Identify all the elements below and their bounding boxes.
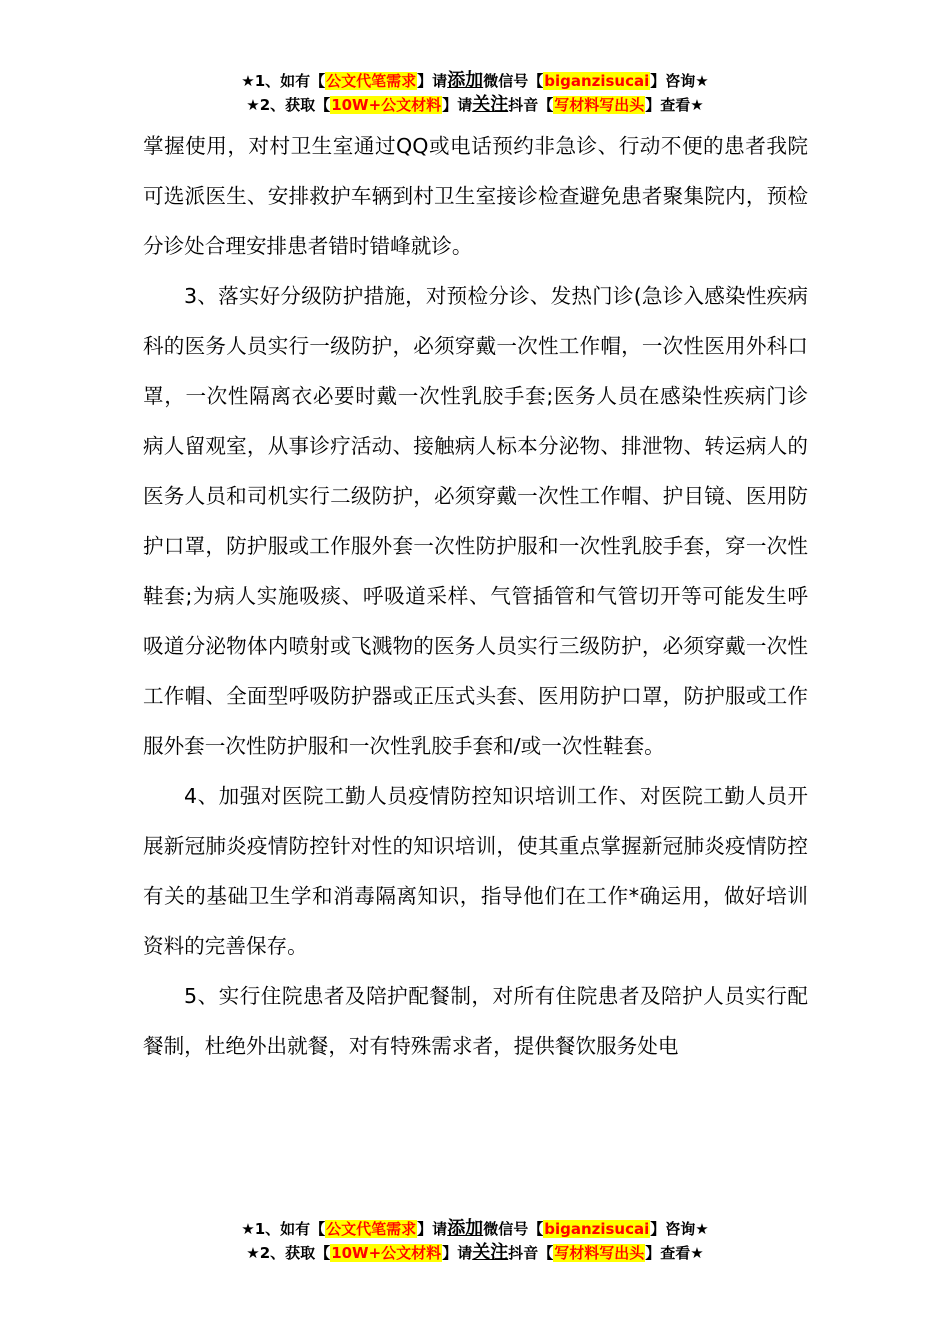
banner-line-2 <box>0 93 950 117</box>
banner-line-2 <box>0 1241 950 1265</box>
banner-highlight-douyin: 写材料写出头 <box>554 96 645 114</box>
banner-line-1 <box>0 69 950 93</box>
banner-text: 】请 <box>417 1220 448 1238</box>
banner-highlight-wechat: biganzisucai <box>544 72 650 90</box>
banner-line-1 <box>0 1217 950 1241</box>
banner-text: ★1、如有【 <box>241 1220 326 1238</box>
paragraph-3-protection: 3、落实好分级防护措施，对预检分诊、发热门诊(急诊入感染性疾病科的医务人员实行一级防护，必须穿戴一次性工作帽，一次性医用外科口罩，一次性隔离衣必要时戴一次性乳胶手套;医务人员在感染性疾病门诊病人留观室，从事诊疗活动、接触病人标本分泌物、排泄物、转运病人的医务人员和司机实行二级防护，必须穿戴一次性工作帽、护目镜、医用防护口罩，防护服或工作服外套一次性防护服和一次性乳胶手套，穿一次性鞋套;为病人实施吸痰、呼吸道采样、气管插管和气管切开等可能发生呼吸道分泌物体内喷射或飞溅物的医务人员实行三级防护，必须穿戴一次性工作帽、全面型呼吸防护器或正压式头套、医用防护口罩，防护服或工作服外套一次性防护服和一次性乳胶手套和/或一次性鞋套。 <box>143 284 808 758</box>
footer-banner <box>0 1217 950 1265</box>
banner-highlight: 10W+公文材料 <box>331 1244 442 1262</box>
banner-text: 】查看★ <box>645 1244 704 1262</box>
banner-text: ★2、获取【 <box>246 96 331 114</box>
banner-text: 】请 <box>417 72 448 90</box>
banner-text: ★2、获取【 <box>246 1244 331 1262</box>
banner-emphasis: 关注 <box>472 1242 509 1263</box>
banner-text: 微信号【 <box>483 72 544 90</box>
banner-highlight-douyin: 写材料写出头 <box>554 1244 645 1262</box>
banner-emphasis: 添加 <box>447 1218 484 1239</box>
banner-text: 】请 <box>442 96 473 114</box>
banner-text: 抖音【 <box>508 1244 554 1262</box>
banner-text: 】查看★ <box>645 96 704 114</box>
banner-highlight-wechat: biganzisucai <box>544 1220 650 1238</box>
document-body <box>143 121 808 1071</box>
banner-emphasis: 关注 <box>472 94 509 115</box>
banner-highlight: 公文代笔需求 <box>326 1220 417 1238</box>
banner-emphasis: 添加 <box>447 70 484 91</box>
paragraph-continuation: 掌握使用，对村卫生室通过QQ或电话预约非急诊、行动不便的患者我院可选派医生、安排救护车辆到村卫生室接诊检查避免患者聚集院内，预检分诊处合理安排患者错时错峰就诊。 <box>143 134 808 258</box>
banner-text: 】咨询★ <box>650 1220 709 1238</box>
header-banner <box>0 69 950 117</box>
paragraph-5-meals: 5、实行住院患者及陪护配餐制，对所有住院患者及陪护人员实行配餐制，杜绝外出就餐，对有特殊需求者，提供餐饮服务处电 <box>143 984 808 1058</box>
banner-text: ★1、如有【 <box>241 72 326 90</box>
banner-text: 抖音【 <box>508 96 554 114</box>
paragraph-4-training: 4、加强对医院工勤人员疫情防控知识培训工作、对医院工勤人员开展新冠肺炎疫情防控针对性的知识培训，使其重点掌握新冠肺炎疫情防控有关的基础卫生学和消毒隔离知识，指导他们在工作*确运用，做好培训资料的完善保存。 <box>143 784 808 958</box>
banner-text: 】咨询★ <box>650 72 709 90</box>
banner-text: 】请 <box>442 1244 473 1262</box>
banner-highlight: 公文代笔需求 <box>326 72 417 90</box>
banner-highlight: 10W+公文材料 <box>331 96 442 114</box>
banner-text: 微信号【 <box>483 1220 544 1238</box>
